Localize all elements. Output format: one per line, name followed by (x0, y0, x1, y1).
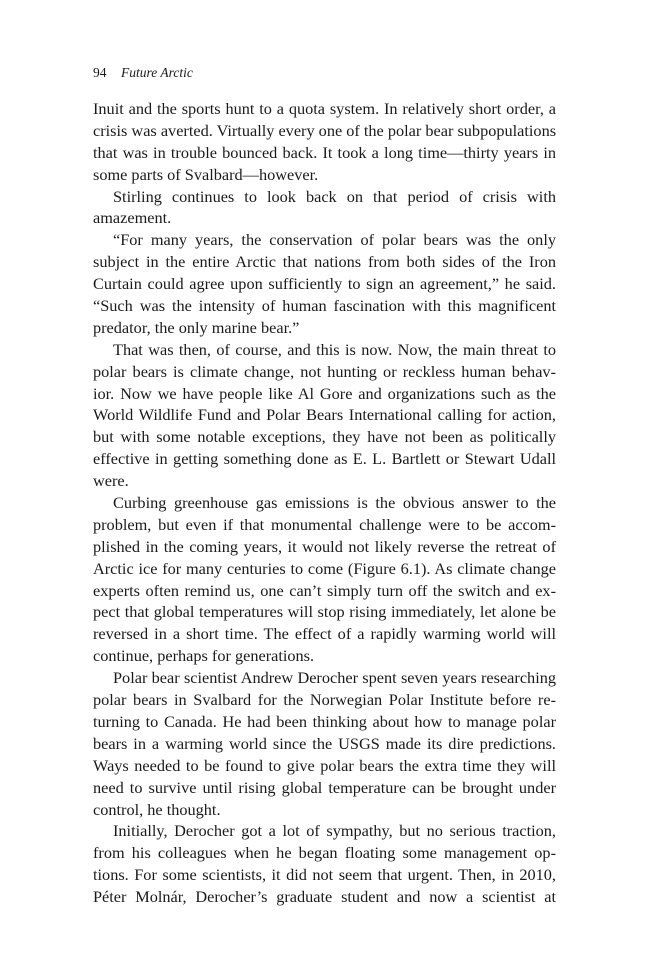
text-line: ior. Now we have people like Al Gore and organizations such as the (93, 383, 556, 403)
text-line: that was in trouble bounced back. It took a long time—thirty years in (93, 142, 556, 162)
book-title: Future Arctic (121, 65, 193, 80)
text-line: experts often remind us, one can’t simply turn off the switch and ex- (93, 580, 556, 600)
text-line: That was then, of course, and this is now. Now, the main threat to (113, 339, 556, 359)
text-line: polar bears in Svalbard for the Norwegian Polar Institute before re- (93, 690, 556, 710)
text-line: pect that global temperatures will stop rising immediately, let alone be (93, 602, 556, 622)
text-line: turning to Canada. He had been thinking about how to manage polar (93, 711, 556, 731)
text-line: Stirling continues to look back on that period of crisis with (113, 186, 556, 206)
text-line: problem, but even if that monumental challenge were to be accom- (93, 514, 556, 534)
body-text (93, 98, 556, 908)
text-line: Curbing greenhouse gas emissions is the obvious answer to the (113, 493, 556, 513)
text-line: continue, perhaps for generations. (93, 646, 315, 666)
text-line: Inuit and the sports hunt to a quota system. In relatively short order, a (93, 99, 556, 118)
text-line: subject in the entire Arctic that nations from both sides of the Iron (93, 252, 556, 272)
text-line: from his colleagues when he began floating some management op- (93, 843, 556, 863)
text-line: crisis was averted. Virtually every one of the polar bear subpopulations (93, 120, 557, 140)
text-line: were. (93, 471, 129, 491)
text-line: bears in a warming world since the USGS made its dire predictions. (93, 733, 556, 753)
text-line: but with some notable exceptions, they have not been as politically (93, 427, 556, 447)
text-line: polar bears is climate change, not hunting or reckless human behav- (93, 361, 556, 381)
text-line: Polar bear scientist Andrew Derocher spent seven years researching (113, 668, 556, 688)
text-line: Péter Molnár, Derocher’s graduate student and now a scientist at (93, 887, 556, 907)
text-line: reversed in a short time. The effect of a rapidly warming world will (93, 624, 556, 644)
text-line: need to survive until rising global temperature can be brought under (93, 777, 556, 797)
text-line: “For many years, the conservation of polar bears was the only (113, 230, 556, 250)
text-line: some parts of Svalbard—however. (93, 164, 319, 184)
text-line: predator, the only marine bear.” (93, 317, 300, 337)
text-line: World Wildlife Fund and Polar Bears International calling for action, (93, 405, 556, 425)
text-line: Arctic ice for many centuries to come (Figure 6.1). As climate change (93, 558, 556, 578)
text-line: effective in getting something done as E. L. Bartlett or Stewart Udall (93, 449, 556, 469)
text-line: control, he thought. (93, 799, 221, 819)
text-line: Ways needed to be found to give polar bears the extra time they will (93, 755, 556, 775)
running-head (93, 64, 193, 82)
text-line: plished in the coming years, it would not likely reverse the retreat of (93, 536, 556, 556)
text-line: Initially, Derocher got a lot of sympathy, but no serious traction, (113, 821, 556, 841)
text-line: Curtain could agree upon sufficiently to sign an agreement,” he said. (93, 274, 556, 294)
text-line: amazement. (93, 208, 172, 228)
page-number: 94 (93, 65, 107, 80)
text-line: tions. For some scientists, it did not seem that urgent. Then, in 2010, (93, 865, 556, 885)
text-line: “Such was the intensity of human fascination with this magnificent (93, 296, 556, 316)
